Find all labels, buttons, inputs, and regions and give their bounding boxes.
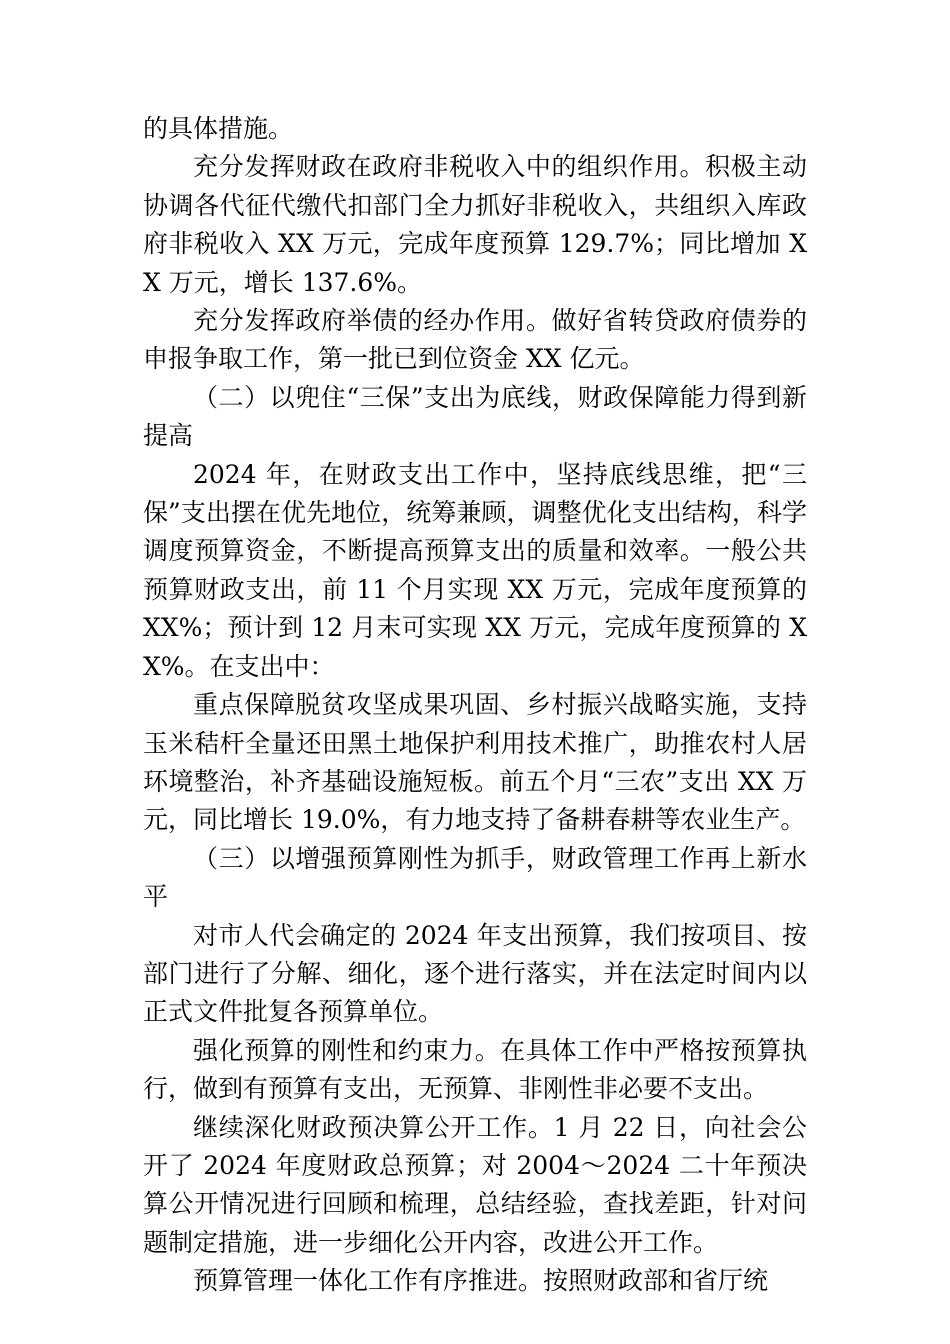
paragraph: 强化预算的刚性和约束力。在具体工作中严格按预算执行，做到有预算有支出，无预算、非刚性非必要不支出。 bbox=[143, 1035, 807, 1104]
document-body bbox=[143, 110, 815, 1301]
paragraph: 充分发挥政府举债的经办作用。做好省转贷政府债券的申报争取工作，第一批已到位资金 XX 亿元。 bbox=[143, 306, 807, 374]
paragraph: 2024 年，在财政支出工作中，坚持底线思维，把“三保”支出摆在优先地位，统筹兼顾，调整优化支出结构，科学调度预算资金，不断提高预算支出的质量和效率。一般公共预算财政支出，前 11 个月实现 XX 万元，完成年度预算的 XX%；预计到 12 月末可实现 XX 万元，完成年度预算的 XX%。在支出中： bbox=[143, 459, 815, 681]
paragraph: 的具体措施。 bbox=[143, 114, 294, 143]
paragraph: 继续深化财政预决算公开工作。1 月 22 日，向社会公开了 2024 年度财政总预算；对 2004～2024 二十年预决算公开情况进行回顾和梳理，总结经验，查找差距，针对问题制定措施，进一步细化公开内容，改进公开工作。 bbox=[143, 1112, 807, 1257]
paragraph: 重点保障脱贫攻坚成果巩固、乡村振兴战略实施，支持玉米秸杆全量还田黑土地保护利用技术推广，助推农村人居环境整治，补齐基础设施短板。前五个月“三农”支出 XX 万元，同比增长 19.0%，有力地支持了备耕春耕等农业生产。 bbox=[143, 690, 807, 835]
section-heading: （二）以兜住“三保”支出为底线，财政保障能力得到新提高 bbox=[143, 382, 807, 451]
section-heading: （三）以增强预算刚性为抓手，财政管理工作再上新水平 bbox=[143, 843, 807, 912]
paragraph: 对市人代会确定的 2024 年支出预算，我们按项目、按部门进行了分解、细化，逐个进行落实，并在法定时间内以正式文件批复各预算单位。 bbox=[143, 920, 807, 1027]
paragraph: 预算管理一体化工作有序推进。按照财政部和省厅统 bbox=[193, 1266, 769, 1296]
paragraph: 充分发挥财政在政府非税收入中的组织作用。积极主动协调各代征代缴代扣部门全力抓好非税收入，共组织入库政府非税收入 XX 万元，完成年度预算 129.7%；同比增加 XX 万元，增长 137.6%。 bbox=[143, 152, 807, 297]
